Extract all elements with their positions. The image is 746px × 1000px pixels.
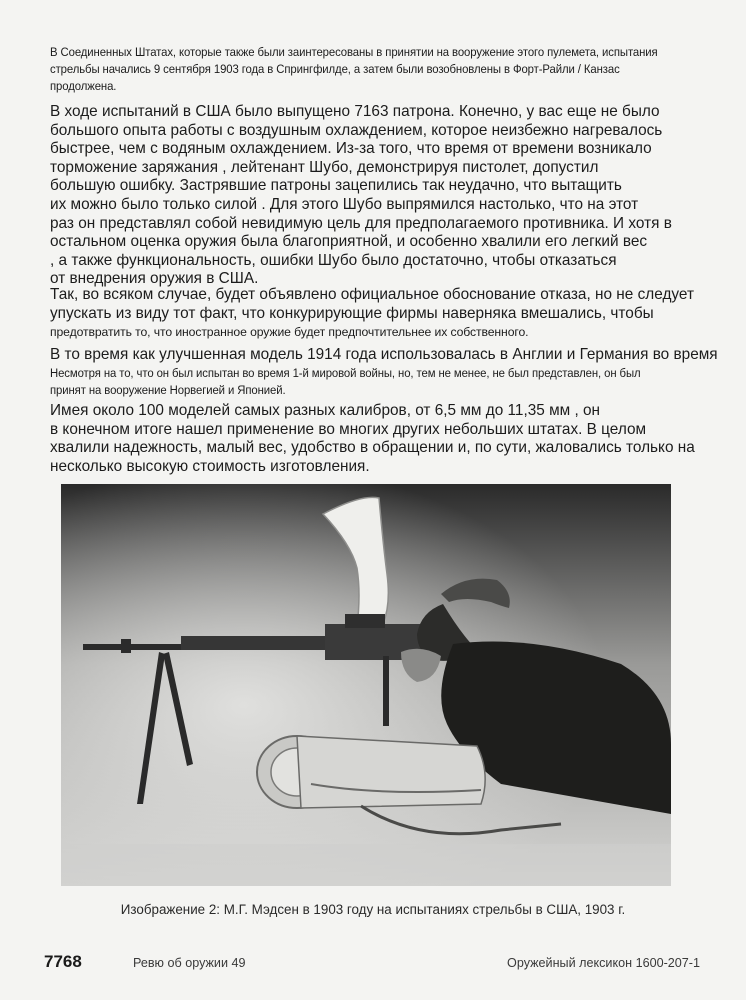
- text-line: от внедрения оружия в США.: [50, 270, 259, 288]
- text-line: продолжена.: [50, 79, 117, 93]
- paragraph-2: [50, 103, 690, 289]
- paragraph-5: [50, 402, 695, 476]
- footer-publication: Ревю об оружии 49: [133, 956, 246, 970]
- text-line: хвалили надежность, малый вес, удобство в обращении и, по сути, жаловались только на: [50, 439, 695, 457]
- machine-gun-photo: [61, 484, 671, 886]
- text-line: Так, во всяком случае, будет объявлено официальное обоснование отказа, но не следует: [50, 286, 694, 303]
- text-line: Несмотря на то, что он был испытан во время 1-й мировой войны, но, тем не менее, не был представлен, он был: [50, 365, 641, 380]
- paragraph-3: [50, 286, 694, 342]
- text-line: большую ошибку. Застрявшие патроны зацепились так неудачно, что вытащить: [50, 177, 622, 195]
- text-line: В то время как улучшенная модель 1914 года использовалась в Англии и Германия во время: [50, 346, 718, 363]
- text-line: предотвратить то, что иностранное оружие будет предпочтительнее их собственного.: [50, 325, 529, 340]
- paragraph-1: [50, 44, 690, 95]
- paragraph-4: [50, 346, 718, 399]
- text-line: торможение заряжания , лейтенант Шубо, демонстрируя пистолет, допустил: [50, 158, 599, 176]
- text-line: стрельбы начались 9 сентября 1903 года в Спрингфилде, а затем были возобновлены в Форт-Райли / Канзас: [50, 62, 620, 76]
- footer-lexicon-ref: Оружейный лексикон 1600-207-1: [507, 956, 700, 970]
- text-line: раз он представлял собой невидимую цель для предполагаемого противника. И хотя в: [50, 214, 672, 232]
- text-line: большого опыта работы с воздушным охлаждением, которое неизбежно нагревалось: [50, 121, 663, 139]
- text-line: быстрее, чем с водяным охлаждением. Из-за того, что время от времени возникало: [50, 140, 652, 158]
- text-line: Имея около 100 моделей самых разных калибров, от 6,5 мм до 11,35 мм , он: [50, 402, 601, 419]
- figure-photo: [61, 484, 671, 886]
- text-line: несколько высокую стоимость изготовления.: [50, 457, 370, 475]
- text-line: В Соединенных Штатах, которые также были заинтересованы в принятии на вооружение этого пулемета, испытания: [50, 45, 658, 59]
- page-number: 7768: [44, 952, 82, 971]
- figure-caption: Изображение 2: М.Г. Мэдсен в 1903 году на испытаниях стрельбы в США, 1903 г.: [120, 902, 626, 917]
- text-line: остальном оценка оружия была благоприятной, и особенно хвалили его легкий вес: [50, 233, 648, 251]
- text-line: принят на вооружение Норвегией и Японией.: [50, 382, 286, 397]
- text-line: упускать из виду тот факт, что конкурирующие фирмы наверняка вмешались, чтобы: [50, 304, 654, 322]
- text-line: В ходе испытаний в США было выпущено 7163 патрона. Конечно, у вас еще не было: [50, 103, 660, 120]
- text-line: в конечном итоге нашел применение во многих других небольших штатах. В целом: [50, 420, 647, 438]
- text-line: , а также функциональность, ошибки Шубо было достаточно, чтобы отказаться: [50, 251, 617, 269]
- text-line: их можно было только силой . Для этого Шубо выпрямился настолько, что на этот: [50, 195, 639, 213]
